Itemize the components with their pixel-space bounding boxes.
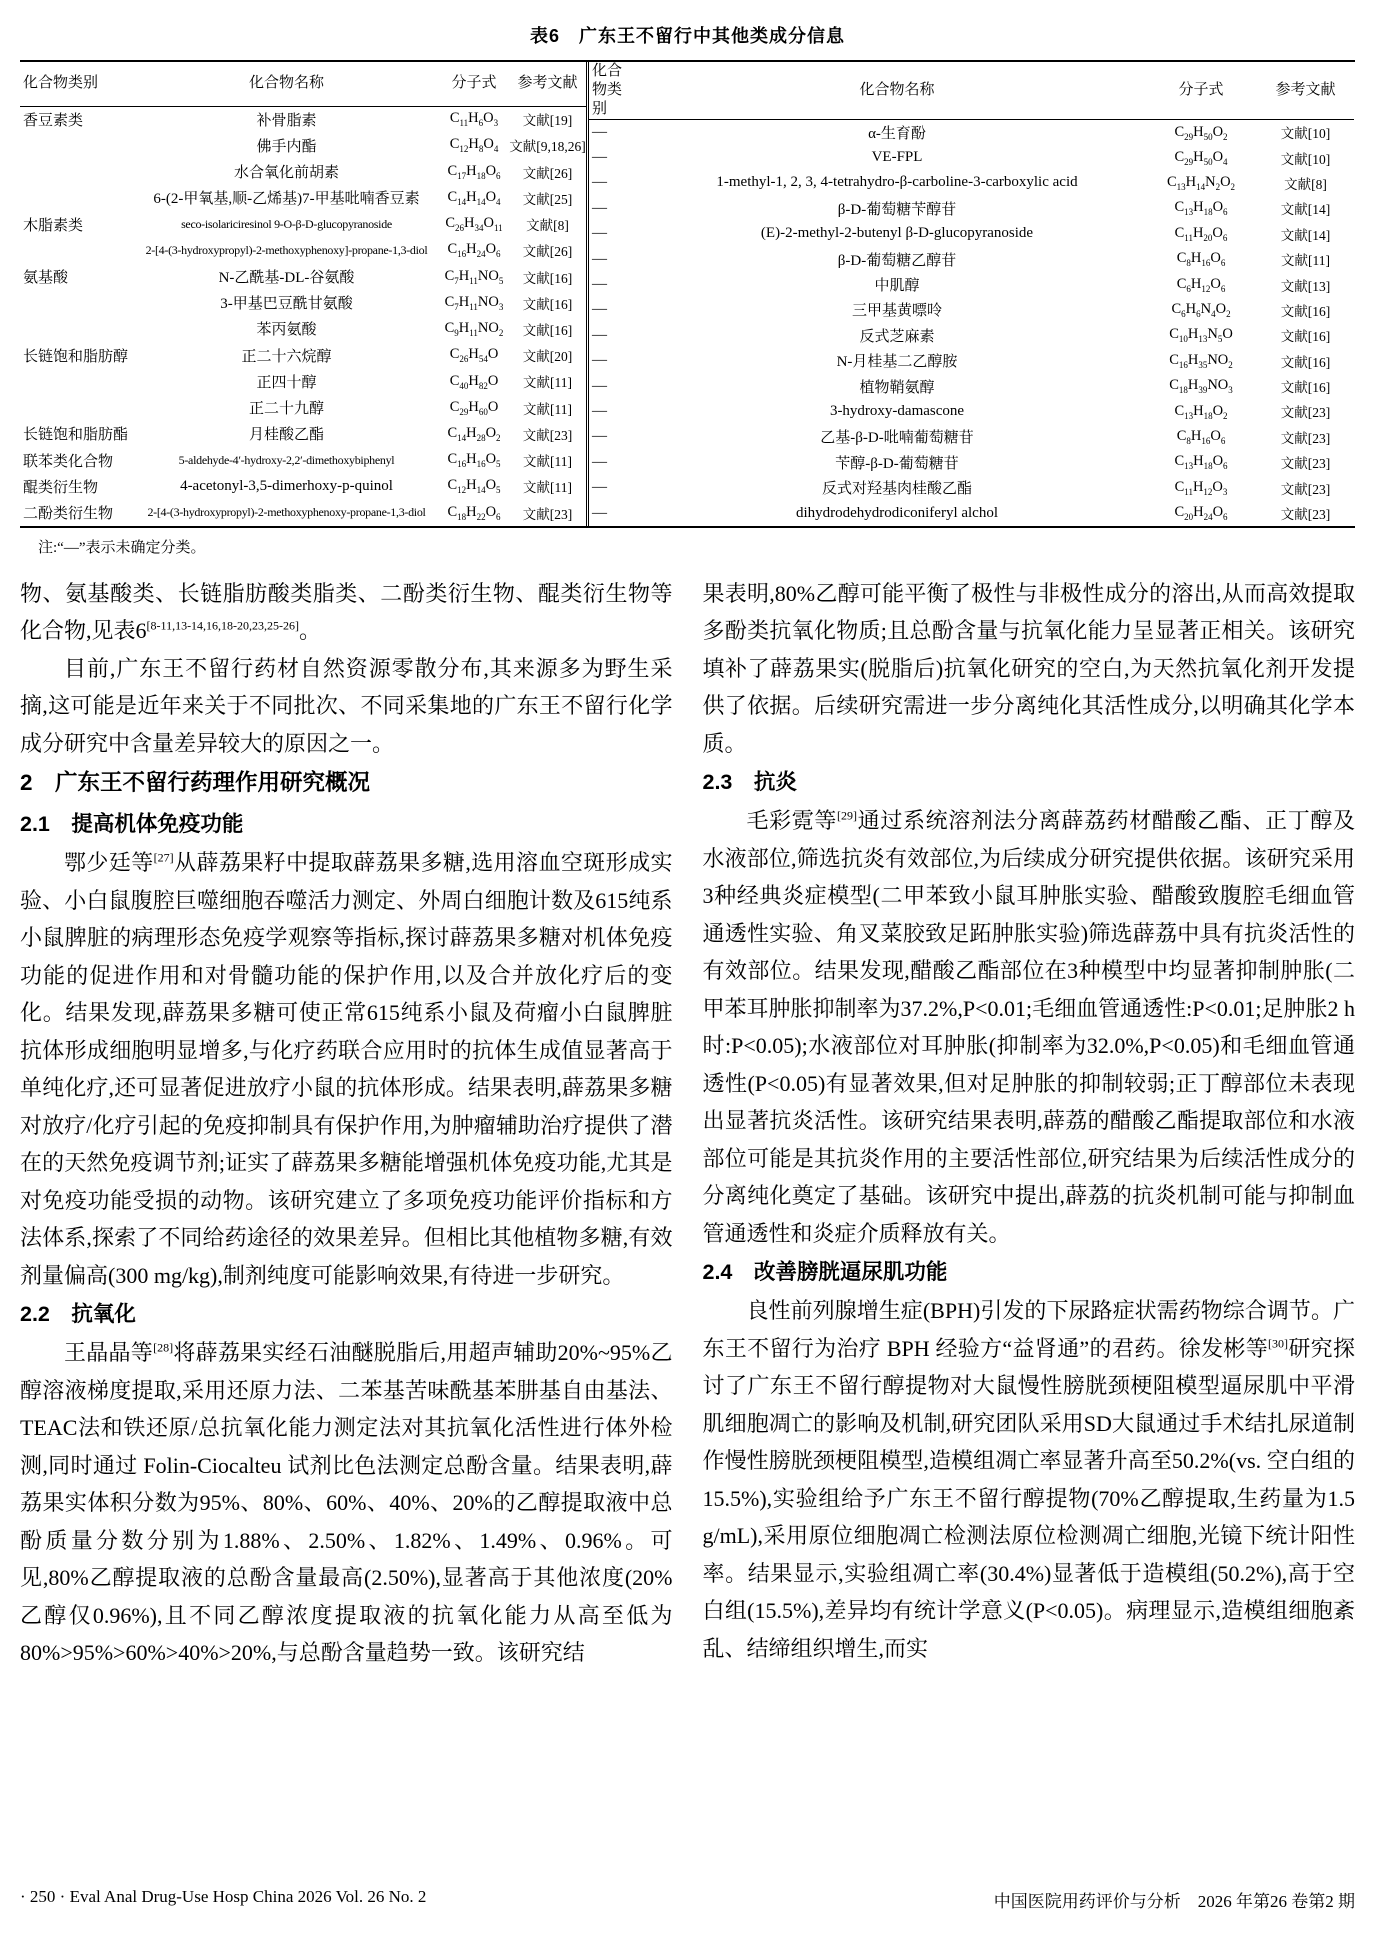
cat-cell <box>20 237 134 263</box>
formula-cell: $C_{26}H_{34}O_{11}$ <box>445 215 503 233</box>
paragraph: 良性前列腺增生症(BPH)引发的下尿路症状需药物综合调节。广东王不留行为治疗 BPH 经验方“益肾通”的君药。徐发彬等[30]研究探讨了广东王不留行醇提物对大鼠慢性膀胱颈梗阻模型逼尿肌中平滑肌细胞凋亡的影响及机制,研究团队采用SD大鼠通过手术结扎尿道制作慢性膀胱颈梗阻模型,造模组凋亡率显著升高至50.2%(vs. 空白组的15.5%),实验组给予广东王不留行醇提物(70%乙醇提取,生药量为1.5 g/mL),采用原位细胞凋亡检测法原位检测凋亡细胞,光镜下统计阳性率。结果显示,实验组凋亡率(30.4%)显著低于造模组(50.2%),高于空白组(15.5%),差异均有统计学意义(P<0.05)。病理显示,造模组细胞紊乱、结缔组织增生,而实 <box>702 1298 1355 1661</box>
formula-cell: $C_7H_{11}NO_3$ <box>444 293 504 312</box>
name-cell: (E)-2-methyl-2-butenyl β-D-glucopyranoside <box>760 225 1034 242</box>
table-row <box>588 196 1354 221</box>
formula-cell: $C_6H_{12}O_6$ <box>1176 275 1226 294</box>
table-row <box>588 272 1354 297</box>
table-row <box>20 185 586 211</box>
formula-cell: $C_{13}H_{18}O_6$ <box>1174 199 1228 218</box>
ref-cell: 文献[16] <box>1280 303 1331 319</box>
name-cell: 正四十醇 <box>256 374 317 391</box>
subsection-heading-2-1: 2.1 提高机体免疫功能 <box>20 812 244 837</box>
header-category: 化合物类别 <box>20 62 134 106</box>
formula-cell: $C_{12}H_{14}O_5$ <box>447 477 501 496</box>
formula-cell: $C_8H_{16}O_6$ <box>1176 250 1226 269</box>
formula-cell: $C_{13}H_{18}O_6$ <box>1174 453 1228 472</box>
table-row <box>588 246 1354 271</box>
header-ref: 参考文献 <box>1258 62 1354 120</box>
name-cell: dihydrodehydrodiconiferyl alchol <box>795 504 999 521</box>
name-cell: VE-FPL <box>871 149 923 166</box>
ref-cell: 文献[26] <box>522 165 573 181</box>
ref-cell: 文献[9,18,26] <box>509 139 586 155</box>
paragraph-continuation: 物、氨基酸类、长链脂肪酸类脂类、二酚类衍生物、醌类衍生物等化合物,见表6[8-11,13-14,16,18-20,23,25-26]。 <box>20 580 673 644</box>
table-row <box>20 237 586 263</box>
ref-cell: 文献[8] <box>526 218 569 234</box>
cat-cell: — <box>592 504 607 521</box>
paragraph: 鄂少廷等[27]从薜荔果籽中提取薜荔果多糖,选用溶血空斑形成实验、小白鼠腹腔巨噬细胞吞噬活力测定、外周白细胞计数及615纯系小鼠脾脏的病理形态免疫学观察等指标,探讨薜荔果多糖对机体免疫功能的促进作用和对骨髓功能的保护作用,以及合并放化疗后的变化。结果发现,薜荔果多糖可使正常615纯系小鼠及荷瘤小白鼠脾脏抗体形成细胞明显增多,与化疗药联合应用时的抗体生成值显著高于单纯化疗,还可显著促进放疗小鼠的抗体形成。结果表明,薜荔果多糖对放疗/化疗引起的免疫抑制具有保护作用,为肿瘤辅助治疗提供了潜在的天然免疫调节剂;证实了薜荔果多糖能增强机体免疫功能,尤其是对免疫功能受损的动物。该研究建立了多项免疫功能评价指标和方法体系,探索了不同给药途径的效果差异。但相比其他植物多糖,有效剂量偏高(300 mg/kg),制剂纯度可能影响效果,有待进一步研究。 <box>20 850 673 1288</box>
formula-cell: $C_{16}H_{16}O_5$ <box>447 451 501 470</box>
cat-cell: — <box>592 199 607 216</box>
name-cell: 正二十六烷醇 <box>241 348 332 365</box>
table-note: 注:“—”表示未确定分类。 <box>38 539 206 556</box>
table-row <box>588 297 1354 322</box>
ref-cell: 文献[10] <box>1280 126 1331 142</box>
name-cell: 乙基-β-D-吡喃葡萄糖苷 <box>820 430 974 447</box>
name-cell: β-D-葡萄糖乙醇苷 <box>837 252 957 269</box>
formula-cell: $C_{18}H_{22}O_6$ <box>447 503 501 522</box>
cat-cell: 香豆素类 <box>23 112 84 129</box>
table-row <box>20 421 586 447</box>
ref-cell: 文献[16] <box>522 270 573 286</box>
ref-cell: 文献[20] <box>522 349 573 365</box>
subsection-heading-2-3: 2.3 抗炎 <box>702 770 797 795</box>
cat-cell <box>20 158 134 184</box>
formula-cell: $C_{13}H_{14}N_2O_2$ <box>1166 174 1236 192</box>
name-cell: 反式芝麻素 <box>859 328 935 345</box>
name-cell: 6-(2-甲氧基,顺-乙烯基)7-甲基吡喃香豆素 <box>153 191 420 208</box>
table-row <box>20 132 586 158</box>
formula-cell: $C_{16}H_{24}O_6$ <box>447 241 501 260</box>
ref-cell: 文献[16] <box>1280 329 1331 345</box>
ref-cell: 文献[23] <box>1280 456 1331 472</box>
name-cell: 植物鞘氨醇 <box>859 379 935 396</box>
table-row <box>588 170 1354 195</box>
ref-cell: 文献[14] <box>1280 227 1331 243</box>
table-row <box>588 373 1354 398</box>
ref-cell: 文献[11] <box>523 401 572 417</box>
table-row <box>20 211 586 237</box>
formula-cell: $C_{29}H_{50}O_4$ <box>1174 148 1228 167</box>
table-row <box>20 500 586 526</box>
formula-cell: $C_{11}H_{20}O_6$ <box>1174 224 1228 243</box>
formula-cell: $C_7H_{11}NO_5$ <box>444 267 504 286</box>
ref-cell: 文献[23] <box>1280 430 1331 446</box>
formula-cell: $C_{14}H_{14}O_4$ <box>447 188 501 207</box>
cat-cell: — <box>592 352 607 369</box>
cat-cell: 木脂素类 <box>23 217 84 234</box>
cat-cell: — <box>592 276 607 293</box>
cat-cell <box>20 395 134 421</box>
name-cell: 佛手内酯 <box>256 138 317 155</box>
name-cell: 1-methyl-1, 2, 3, 4-tetrahydro-β-carboline-3-carboxylic acid <box>716 174 1078 191</box>
name-cell: 反式对羟基肉桂酸乙酯 <box>821 481 972 498</box>
ref-cell: 文献[16] <box>1280 380 1331 396</box>
ref-cell: 文献[16] <box>522 296 573 312</box>
name-cell: 苄醇-β-D-葡萄糖苷 <box>835 455 959 472</box>
subsection-heading-2-4: 2.4 改善膀胱逼尿肌功能 <box>702 1260 948 1285</box>
cat-cell <box>20 368 134 394</box>
ref-cell: 文献[11] <box>523 480 572 496</box>
name-cell: 3-甲基巴豆酰甘氨酸 <box>220 296 353 313</box>
formula-cell: $C_{26}H_{54}O$ <box>449 346 499 365</box>
name-cell: 5-aldehyde-4′-hydroxy-2,2′-dimethoxybiphenyl <box>178 452 395 467</box>
header-name: 化合物名称 <box>134 62 439 106</box>
table-row <box>588 450 1354 475</box>
cat-cell: — <box>592 301 607 318</box>
table-row <box>588 399 1354 424</box>
name-cell: 正二十九醇 <box>248 401 324 418</box>
table-body-right <box>588 120 1354 526</box>
table-row <box>20 473 586 499</box>
ref-cell: 文献[26] <box>522 244 573 260</box>
table-row <box>588 348 1354 373</box>
name-cell: 补骨脂素 <box>256 112 317 129</box>
paragraph: 目前,广东王不留行药材自然资源零散分布,其来源多为野生采摘,这可能是近年来关于不同批次、不同采集地的广东王不留行化学成分研究中含量差异较大的原因之一。 <box>20 655 673 756</box>
ref-cell: 文献[23] <box>1280 405 1331 421</box>
ref-cell: 文献[16] <box>1280 354 1331 370</box>
cat-cell: — <box>592 479 607 496</box>
name-cell: 中肌醇 <box>874 278 920 295</box>
body-columns <box>20 575 1355 1897</box>
name-cell: 月桂酸乙酯 <box>248 427 324 444</box>
formula-cell: $C_{12}H_8O_4$ <box>449 136 499 155</box>
table-row <box>588 500 1354 525</box>
name-cell: β-D-葡萄糖苄醇苷 <box>837 201 957 218</box>
header-formula: 分子式 <box>439 62 509 106</box>
footer-right: 中国医院用药评价与分析 2026 年第26 卷第2 期 <box>993 1892 1355 1911</box>
cat-cell: 氨基酸 <box>23 270 69 287</box>
header-formula: 分子式 <box>1145 62 1258 120</box>
ref-cell: 文献[10] <box>1280 151 1331 167</box>
header-category: 化合物类别 <box>588 62 650 120</box>
formula-cell: $C_9H_{11}NO_2$ <box>444 320 504 338</box>
ref-cell: 文献[23] <box>522 506 573 522</box>
table-caption: 表6 广东王不留行中其他类成分信息 <box>529 26 845 46</box>
paragraph: 王晶晶等[28]将薜荔果实经石油醚脱脂后,用超声辅助20%~95%乙醇溶液梯度提取,采用还原力法、二苯基苦味酰基苯肼基自由基法、TEAC法和铁还原/总抗氧化能力测定法对其抗氧化活性进行体外检测,同时通过 Folin-Ciocalteu 试剂比色法测定总酚含量。结果表明,薜荔果实体积分数为95%、80%、60%、40%、20%的乙醇提取液中总酚质量分数分别为1.88%、2.50%、1.82%、1.49%、0.96%。可见,80%乙醇提取液的总酚含量最高(2.50%),显著高于其他浓度(20%乙醇仅0.96%),且不同乙醇浓度提取液的抗氧化能力从高至低为80%>95%>60%>40%>20%,与总酚含量趋势一致。该研究结 <box>20 1340 673 1666</box>
table-header-row <box>20 62 586 106</box>
cat-cell: — <box>592 326 607 343</box>
table-row <box>588 424 1354 449</box>
cat-cell <box>20 185 134 211</box>
compound-table-right <box>586 62 1354 526</box>
name-cell: 2-[4-(3-hydroxypropyl)-2-methoxyphenoxy]-propane-1,3-diol <box>145 242 428 257</box>
table-row <box>588 120 1354 145</box>
formula-cell: $C_{11}H_6O_3$ <box>449 110 499 129</box>
table-row <box>20 316 586 342</box>
name-cell: N-月桂基二乙醇胺 <box>836 354 958 371</box>
formula-cell: $C_{16}H_{35}NO_2$ <box>1169 351 1233 370</box>
table-row <box>20 106 586 132</box>
name-cell: N-乙酰基-DL-谷氨酸 <box>218 270 355 287</box>
cat-cell: 长链饱和脂肪醇 <box>23 348 129 365</box>
cat-cell: — <box>592 174 607 191</box>
compound-table <box>20 60 1355 528</box>
cat-cell: — <box>592 123 607 140</box>
cat-cell <box>20 290 134 316</box>
cat-cell: — <box>592 453 607 470</box>
right-column <box>703 575 1356 1897</box>
paragraph: 毛彩霓等[29]通过系统溶剂法分离薜荔药材醋酸乙酯、正丁醇及水液部位,筛选抗炎有效部位,为后续成分研究提供依据。该研究采用3种经典炎症模型(二甲苯致小鼠耳肿胀实验、醋酸致腹腔毛细血管通透性实验、角叉菜胶致足跖肿胀实验)筛选薜荔中具有抗炎活性的有效部位。结果发现,醋酸乙酯部位在3种模型中均显著抑制肿胀(二甲苯耳肿胀抑制率为37.2%,P<0.01;毛细血管通透性:P<0.01;足肿胀2 h时:P<0.05);水液部位对耳肿胀(抑制率为32.0%,P<0.05)和毛细血管通透性(P<0.05)有显著效果,但对足肿胀的抑制较弱;正丁醇部位未表现出显著抗炎活性。该研究结果表明,薜荔的醋酸乙酯提取部位和水液部位可能是其抗炎作用的主要活性部位,研究结果为后续活性成分的分离纯化奠定了基础。该研究中提出,薜荔的抗炎机制可能与抑制血管通透性和炎症介质释放有关。 <box>702 808 1355 1246</box>
footer-left: · 250 · Eval Anal Drug-Use Hosp China 2026 Vol. 26 No. 2 <box>20 1887 427 1906</box>
name-cell: seco-isolariciresinol 9-O-β-D-glucopyranoside <box>181 216 392 231</box>
formula-cell: $C_8H_{16}O_6$ <box>1176 427 1226 446</box>
cat-cell: 二酚类衍生物 <box>23 506 114 523</box>
formula-cell: $C_{29}H_{60}O$ <box>449 398 499 417</box>
cat-cell: — <box>592 428 607 445</box>
table-body-left <box>20 106 586 526</box>
header-name: 化合物名称 <box>650 62 1145 120</box>
formula-cell: $C_{17}H_{18}O_6$ <box>447 162 501 181</box>
formula-cell: $C_{20}H_{24}O_6$ <box>1174 504 1228 522</box>
ref-cell: 文献[16] <box>522 322 573 338</box>
formula-cell: $C_{18}H_{39}NO_3$ <box>1169 377 1233 396</box>
ref-cell: 文献[25] <box>522 191 573 207</box>
paragraph-continuation: 果表明,80%乙醇可能平衡了极性与非极性成分的溶出,从而高效提取多酚类抗氧化物质;且总酚含量与抗氧化能力呈显著正相关。该研究填补了薜荔果实(脱脂后)抗氧化研究的空白,为天然抗氧化剂开发提供了依据。后续研究需进一步分离纯化其活性成分,以明确其化学本质。 <box>702 580 1355 756</box>
cat-cell: — <box>592 402 607 419</box>
cat-cell: — <box>592 250 607 267</box>
table-row <box>588 323 1354 348</box>
table-row <box>20 368 586 394</box>
formula-cell: $C_{14}H_{28}O_2$ <box>447 424 501 443</box>
cat-cell <box>20 132 134 158</box>
table-row <box>20 447 586 473</box>
ref-cell: 文献[11] <box>1281 253 1330 269</box>
cat-cell: — <box>592 377 607 394</box>
formula-cell: $C_6H_6N_4O_2$ <box>1171 300 1231 319</box>
name-cell: 苯丙氨酸 <box>256 322 317 339</box>
cat-cell: 醌类衍生物 <box>23 479 99 496</box>
name-cell: 4-acetonyl-3,5-dimerhoxy-p-quinol <box>180 477 393 494</box>
ref-cell: 文献[11] <box>523 375 572 391</box>
cat-cell <box>20 316 134 342</box>
ref-cell: 文献[8] <box>1284 176 1327 192</box>
cat-cell: 联苯类化合物 <box>23 453 114 470</box>
left-column <box>20 575 673 1897</box>
section-heading-2: 2 广东王不留行药理作用研究概况 <box>20 770 371 796</box>
cat-cell: — <box>592 225 607 242</box>
name-cell: 水合氧化前胡素 <box>233 165 339 182</box>
formula-cell: $C_{10}H_{13}N_5O$ <box>1169 326 1233 345</box>
formula-cell: $C_{11}H_{12}O_3$ <box>1174 478 1228 497</box>
table-row <box>20 290 586 316</box>
ref-cell: 文献[14] <box>1280 202 1331 218</box>
page-footer <box>20 1887 1355 1912</box>
table-row <box>20 158 586 184</box>
formula-cell: $C_{13}H_{18}O_2$ <box>1174 402 1228 421</box>
table-row <box>588 475 1354 500</box>
cat-cell: 长链饱和脂肪酯 <box>23 427 129 444</box>
name-cell: 2-[4-(3-hydroxypropyl)-2-methoxyphenoxy-propane-1,3-diol <box>147 505 426 520</box>
ref-cell: 文献[11] <box>523 454 572 470</box>
ref-cell: 文献[23] <box>1280 481 1331 497</box>
table-header-row <box>588 62 1354 120</box>
table-row <box>20 263 586 289</box>
table-row <box>20 395 586 421</box>
cat-cell: — <box>592 149 607 166</box>
name-cell: α-生育酚 <box>868 125 926 142</box>
formula-cell: $C_{40}H_{82}O$ <box>449 372 499 391</box>
ref-cell: 文献[23] <box>522 427 573 443</box>
ref-cell: 文献[13] <box>1280 278 1331 294</box>
ref-cell: 文献[19] <box>522 113 573 129</box>
ref-cell: 文献[23] <box>1280 507 1331 523</box>
name-cell: 3-hydroxy-damascone <box>829 402 965 419</box>
table-row <box>20 342 586 368</box>
formula-cell: $C_{29}H_{50}O_2$ <box>1174 123 1228 142</box>
name-cell: 三甲基黄嘌呤 <box>851 303 942 320</box>
table-row <box>588 145 1354 170</box>
table-row <box>588 221 1354 246</box>
subsection-heading-2-2: 2.2 抗氧化 <box>20 1302 136 1327</box>
compound-table-left <box>20 62 586 526</box>
header-ref: 参考文献 <box>509 62 586 106</box>
